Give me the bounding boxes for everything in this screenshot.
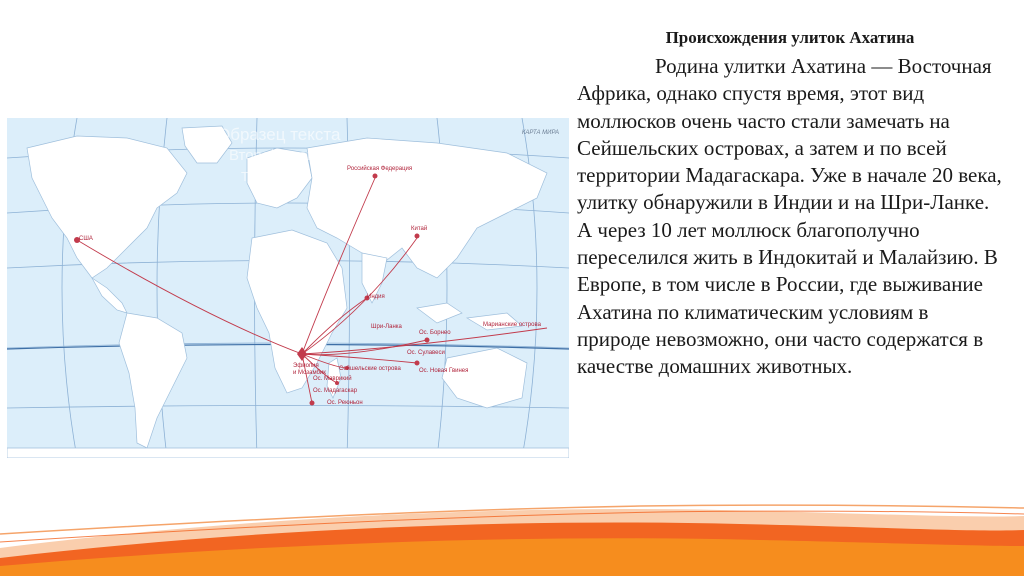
- label-china: Китай: [411, 226, 428, 232]
- decorative-wave: [0, 470, 1024, 576]
- ghost-text-line-3: Тр: [241, 169, 256, 184]
- label-sulawesi: Ос. Сулавеси: [407, 350, 445, 356]
- label-mauritius: Ос. Маврикий: [313, 376, 352, 382]
- label-india: Индия: [367, 294, 385, 300]
- map-graphic: [7, 118, 569, 458]
- map-corner-title: КАРТА МИРА: [521, 130, 559, 136]
- label-russia: Российская Федерация: [347, 166, 413, 172]
- label-ethiopia: Эфиопия: [293, 363, 319, 369]
- label-usa: США: [79, 236, 93, 242]
- label-madagascar: Ос. Мадагаскар: [313, 388, 358, 394]
- ghost-text-line-2: Второй уровень: [229, 147, 340, 164]
- label-mariana: Марианские острова: [483, 322, 541, 328]
- label-borneo: Ос. Борнео: [419, 330, 451, 336]
- slide-title: Происхождения улиток Ахатина: [665, 28, 915, 47]
- ghost-text-line-1: Образец текста: [217, 125, 341, 144]
- label-mozambique: и Мозамбик: [293, 370, 326, 376]
- label-sri-lanka: Шри-Ланка: [371, 324, 402, 330]
- label-reunion: Ос. Реюньон: [327, 400, 363, 406]
- label-new-guinea: Ос. Новая Гвинея: [419, 368, 469, 374]
- label-seychelles: Сейшельские острова: [339, 366, 401, 372]
- world-map-image: [7, 118, 569, 458]
- slide-body-text: Родина улитки Ахатина — Восточная Африка, однако спустя время, этот вид моллюсков очень часто стали замечать на Сейшельских островах, а затем и по всей территории Мадагаскара. Уже в начале 20 века, улитку обнаружили в Индии и на Шри-Ланке. А через 10 лет моллюск благополучно переселился жить в Индокитай и Малайзию. В Европе, в том числе в России, где выживание Ахатина по климатическим условиям в природе невозможно, они часто содержатся в качестве домашних животных.: [577, 54, 1002, 379]
